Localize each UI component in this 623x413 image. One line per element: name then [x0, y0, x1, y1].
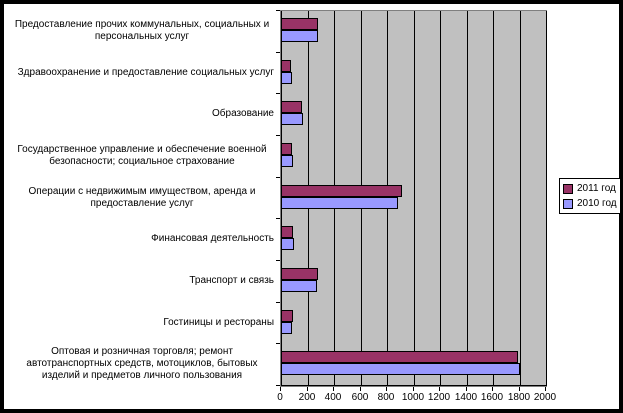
value-axis-tick — [333, 387, 334, 391]
legend-label: 2011 год — [577, 183, 616, 194]
value-axis-tick — [545, 387, 546, 391]
legend-entry — [563, 181, 620, 196]
value-axis-tick — [386, 387, 387, 391]
category-row — [6, 302, 274, 344]
bar-2010-7 — [281, 322, 292, 334]
category-axis-tick — [276, 52, 280, 53]
gridline — [467, 11, 468, 386]
category-label-3: Государственное управление и обеспечение военной безопасности; социальное страхование — [17, 144, 267, 167]
value-axis-label-0: 0 — [277, 392, 283, 403]
bar-2011-3 — [281, 143, 292, 155]
category-row — [6, 10, 274, 52]
value-axis-tick — [413, 387, 414, 391]
bar-2011-2 — [281, 101, 302, 113]
legend-entry — [563, 196, 620, 211]
value-axis-tick — [280, 387, 281, 391]
value-axis-label-1200: 1200 — [427, 392, 451, 403]
value-axis-tick — [360, 387, 361, 391]
legend — [559, 178, 621, 214]
gridline — [493, 11, 494, 386]
value-axis-tick — [492, 387, 493, 391]
category-row — [6, 93, 274, 135]
category-label-5: Финансовая деятельность — [151, 233, 274, 244]
category-row — [6, 135, 274, 177]
value-axis-tick — [466, 387, 467, 391]
category-label-4: Операции с недвижимым имуществом, аренда и предоставление услуг — [28, 186, 256, 209]
category-axis-tick — [276, 177, 280, 178]
category-row — [6, 218, 274, 260]
category-axis-tick — [276, 260, 280, 261]
category-label-8: Оптовая и розничная торговля; ремонт автотранспортных средств, мотоциклов, бытовых изделий и предметов личного пользования — [26, 346, 258, 381]
category-row — [6, 177, 274, 219]
bar-2010-5 — [281, 238, 294, 250]
bar-2011-5 — [281, 226, 293, 238]
value-axis-tick — [307, 387, 308, 391]
bar-2010-4 — [281, 197, 398, 209]
legend-swatch-icon — [563, 199, 573, 209]
gridline — [440, 11, 441, 386]
value-axis-label-200: 200 — [298, 392, 316, 403]
bar-2010-1 — [281, 72, 292, 84]
bar-2011-8 — [281, 351, 518, 363]
value-axis-tick — [519, 387, 520, 391]
category-axis-tick — [276, 385, 280, 386]
value-axis-label-1000: 1000 — [401, 392, 425, 403]
bar-2010-6 — [281, 280, 317, 292]
bar-2011-0 — [281, 18, 318, 30]
category-label-6: Транспорт и связь — [189, 275, 274, 286]
category-axis-tick — [276, 93, 280, 94]
bar-2011-1 — [281, 60, 291, 72]
category-row — [6, 52, 274, 94]
bar-2010-8 — [281, 363, 520, 375]
category-row — [6, 260, 274, 302]
value-axis-label-1600: 1600 — [480, 392, 504, 403]
category-row — [6, 343, 274, 385]
category-axis-tick — [276, 218, 280, 219]
bar-2011-4 — [281, 185, 402, 197]
category-label-7: Гостиницы и рестораны — [163, 317, 274, 328]
category-axis-tick — [276, 135, 280, 136]
value-axis-label-1800: 1800 — [507, 392, 531, 403]
gridline — [546, 11, 547, 386]
value-axis-label-1400: 1400 — [454, 392, 478, 403]
category-axis-tick — [276, 302, 280, 303]
plot-area — [280, 10, 547, 387]
category-axis-tick — [276, 10, 280, 11]
legend-swatch-icon — [563, 184, 573, 194]
value-axis-label-2000: 2000 — [533, 392, 557, 403]
bar-2011-7 — [281, 310, 293, 322]
bar-2010-0 — [281, 30, 318, 42]
bar-2010-2 — [281, 113, 303, 125]
value-axis-label-600: 600 — [351, 392, 369, 403]
gridline — [414, 11, 415, 386]
category-label-0: Предоставление прочих коммунальных, социальных и персональных услуг — [14, 19, 270, 42]
legend-label: 2010 год — [577, 198, 617, 209]
value-axis-tick — [439, 387, 440, 391]
bar-2011-6 — [281, 268, 318, 280]
category-label-1: Здравоохранение и предоставление социальных услуг — [17, 67, 274, 78]
category-axis-tick — [276, 343, 280, 344]
category-label-2: Образование — [212, 108, 274, 119]
value-axis-label-800: 800 — [377, 392, 395, 403]
value-axis-label-400: 400 — [324, 392, 342, 403]
bar-2010-3 — [281, 155, 293, 167]
gridline — [520, 11, 521, 386]
